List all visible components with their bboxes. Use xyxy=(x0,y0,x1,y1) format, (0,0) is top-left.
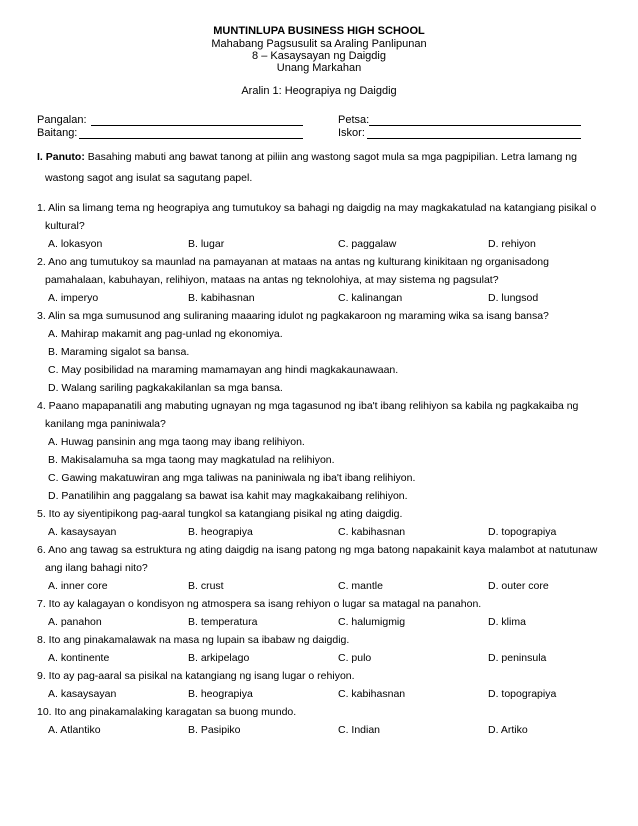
question-text-cont: ang ilang bahagi nito? xyxy=(45,562,148,574)
name-label: Pangalan: xyxy=(37,114,87,126)
q8-option-d: D. peninsula xyxy=(488,652,547,664)
date-line xyxy=(369,125,581,126)
q2-option-c: C. kalinangan xyxy=(338,292,403,304)
question-text: 8. Ito ang pinakamalawak na masa ng lupain sa ibabaw ng daigdig. xyxy=(37,634,350,646)
name-line xyxy=(91,125,303,126)
q1-option-c: C. paggalaw xyxy=(338,238,397,250)
question-9 xyxy=(37,670,612,683)
question-text-cont: pamahalaan, kabuhayan, relihiyon, mataas na antas ng teknolohiya, at may sistema ng pagsulat? xyxy=(45,274,499,286)
question-text: 10. Ito ang pinakamalaking karagatan sa buong mundo. xyxy=(37,706,297,718)
question-6-cont xyxy=(37,562,612,575)
question-text: 5. Ito ay siyentipikong pag-aaral tungkol sa katangiang pisikal ng ating daigdig. xyxy=(37,508,403,520)
level-line xyxy=(79,138,303,139)
date-label: Petsa: xyxy=(338,114,370,126)
q10-option-d: D. Artiko xyxy=(488,724,528,736)
q10-option-c: C. Indian xyxy=(338,724,381,736)
question-5 xyxy=(37,508,612,521)
q2-option-d: D. lungsod xyxy=(488,292,539,304)
q6-option-b: B. crust xyxy=(188,580,224,592)
question-7 xyxy=(37,598,612,611)
q3-option-a: A. Mahirap makamit ang pag-unlad ng ekonomiya. xyxy=(48,328,283,340)
question-2-cont xyxy=(37,274,612,287)
question-text: 6. Ano ang tawag sa estruktura ng ating daigdig na isang patong ng mga batong napakainit kaya malambot at natutunaw xyxy=(37,544,598,556)
q9-option-d: D. topograpiya xyxy=(488,688,557,700)
exam-quarter: Unang Markahan xyxy=(276,62,362,74)
question-text: 3. Alin sa mga sumusunod ang suliraning maaaring idulot ng pagkakaroon ng maraming wika sa isang bansa? xyxy=(37,310,549,322)
lesson-title: Aralin 1: Heograpiya ng Daigdig xyxy=(241,85,397,97)
instructions-text: Basahing mabuti ang bawat tanong at piliin ang wastong sagot mula sa mga pagpipilian. Letra lamang ng xyxy=(84,151,577,163)
exam-title: Mahabang Pagsusulit sa Araling Panlipunan xyxy=(211,38,427,50)
score-line xyxy=(367,138,581,139)
q7-option-a: A. panahon xyxy=(48,616,102,628)
q3-option-d: D. Walang sariling pagkakakilanlan sa mga bansa. xyxy=(48,382,283,394)
q8-option-a: A. kontinente xyxy=(48,652,110,664)
question-text: 4. Paano mapapanatili ang mabuting ugnayan ng mga tagasunod ng iba't ibang relihiyon sa kabila ng pagkakaiba ng xyxy=(37,400,579,412)
q1-option-d: D. rehiyon xyxy=(488,238,536,250)
instructions-line1 xyxy=(37,147,612,168)
instructions xyxy=(37,147,612,189)
question-8 xyxy=(37,634,612,647)
level-label: Baitang: xyxy=(37,127,78,139)
q4-option-b: B. Makisalamuha sa mga taong may magkatulad na relihiyon. xyxy=(48,454,335,466)
q7-option-c: C. halumigmig xyxy=(338,616,406,628)
question-1-cont xyxy=(37,220,612,233)
q5-option-c: C. kabihasnan xyxy=(338,526,406,538)
q7-option-b: B. temperatura xyxy=(188,616,258,628)
question-text: 9. Ito ay pag-aaral sa pisikal na katangiang ng isang lugar o rehiyon. xyxy=(37,670,355,682)
question-10 xyxy=(37,706,612,719)
q10-option-b: B. Pasipiko xyxy=(188,724,241,736)
q9-option-b: B. heograpiya xyxy=(188,688,253,700)
q4-option-a: A. Huwag pansinin ang mga taong may ibang relihiyon. xyxy=(48,436,305,448)
q9-option-c: C. kabihasnan xyxy=(338,688,406,700)
question-text: 2. Ano ang tumutukoy sa maunlad na pamayanan at mataas na antas ng kulturang kinikitaan ng organisadong xyxy=(37,256,549,268)
q5-option-b: B. heograpiya xyxy=(188,526,253,538)
q10-option-a: A. Atlantiko xyxy=(48,724,101,736)
q9-option-a: A. kasaysayan xyxy=(48,688,117,700)
q6-option-c: C. mantle xyxy=(338,580,383,592)
q4-option-d: D. Panatilihin ang paggalang sa bawat isa kahit may magkakaibang relihiyon. xyxy=(48,490,408,502)
q2-option-b: B. kabihasnan xyxy=(188,292,255,304)
q8-option-b: B. arkipelago xyxy=(188,652,250,664)
q1-option-b: B. lugar xyxy=(188,238,225,250)
question-text-cont: kanilang mga paniniwala? xyxy=(45,418,166,430)
question-text: 1. Alin sa limang tema ng heograpiya ang tumutukoy sa bahagi ng daigdig na may magkakatulad na katangiang pisikal o xyxy=(37,202,597,214)
q8-option-c: C. pulo xyxy=(338,652,372,664)
q1-option-a: A. lokasyon xyxy=(48,238,103,250)
instructions-line2: wastong sagot ang isulat sa sagutang papel. xyxy=(45,172,253,184)
q3-option-b: B. Maraming sigalot sa bansa. xyxy=(48,346,190,358)
question-3 xyxy=(37,310,612,323)
q7-option-d: D. klima xyxy=(488,616,526,628)
q5-option-a: A. kasaysayan xyxy=(48,526,117,538)
question-4 xyxy=(37,400,612,413)
question-6 xyxy=(37,544,612,557)
score-label: Iskor: xyxy=(338,127,365,139)
q4-option-c: C. Gawing makatuwiran ang mga taliwas na paniniwala ng iba't ibang relihiyon. xyxy=(48,472,416,484)
question-1 xyxy=(37,202,612,215)
q6-option-d: D. outer core xyxy=(488,580,549,592)
exam-subject: 8 – Kasaysayan ng Daigdig xyxy=(252,50,386,62)
question-4-cont xyxy=(37,418,612,431)
question-text-cont: kultural? xyxy=(45,220,85,232)
question-text: 7. Ito ay kalagayan o kondisyon ng atmospera sa isang rehiyon o lugar sa matagal na panahon. xyxy=(37,598,482,610)
q2-option-a: A. imperyo xyxy=(48,292,99,304)
q5-option-d: D. topograpiya xyxy=(488,526,557,538)
q3-option-c: C. May posibilidad na maraming mamamayan ang hindi magkakaunawaan. xyxy=(48,364,399,376)
instructions-label: I. Panuto: xyxy=(37,151,85,163)
q6-option-a: A. inner core xyxy=(48,580,108,592)
school-name: MUNTINLUPA BUSINESS HIGH SCHOOL xyxy=(213,25,425,37)
question-2 xyxy=(37,256,612,269)
